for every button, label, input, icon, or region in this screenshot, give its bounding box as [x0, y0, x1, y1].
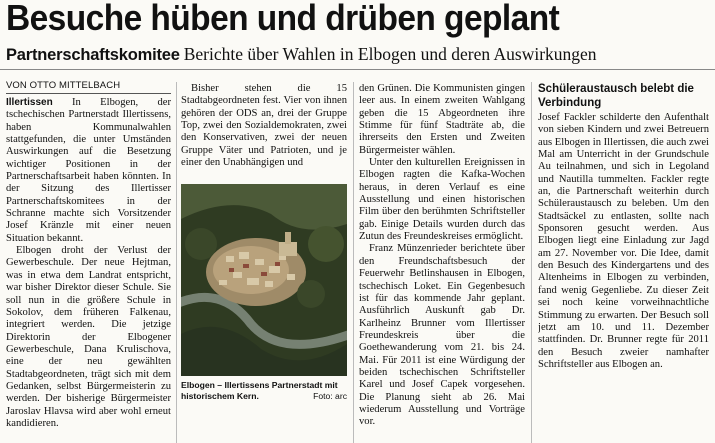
article-column-4 — [538, 112, 709, 443]
byline: VON OTTO MITTELBACH — [6, 80, 171, 94]
photo-credit: Foto: arc — [313, 391, 347, 401]
paragraph-text: In Elbogen, der tschechischen Partnerstadt Illertissens, haben Kommunalwahlen stattgefunden, die unter Umständen Auswirkungen auf die Besetzung wichtiger Positionen in der Partnerschaftsarbeit haben könnten. In der Sitzung des Illertisser Partnerschaftskomitees in der Schranne machte sich Vorsitzender Josef Kränzle mit einer neuen Situation bekannt. — [6, 97, 171, 244]
article-column-3 — [359, 83, 525, 443]
deck: Berichte über Wahlen in Elbogen und deren Auswirkungen — [183, 44, 597, 64]
paragraph: den Grünen. Die Kommunisten gingen leer aus. In einem zweiten Wahlgang geben die 15 Abgeordneten ihre Stimme für fünf Stadträte ab, die ihrerseits den Ersten und Zweiten Bürgermeister wählen. — [359, 83, 525, 156]
column-divider — [531, 82, 532, 443]
aerial-town-photo — [181, 184, 347, 376]
header-rule — [0, 69, 715, 70]
section-heading: Schüleraustausch belebt die Verbindung — [538, 83, 694, 109]
paragraph: Unter den kulturellen Ereignissen in Elbogen ragten die Kafka-Wochen heraus, in deren Verlauf es eine Ausstellung und einen historischen Film über den berühmten Schriftsteller gab. Einige Details wurden durch das Zutun des Freundeskreises ermöglicht. — [359, 157, 525, 243]
photo-caption — [181, 380, 347, 402]
paragraph: Franz Münzenrieder berichtete über den Freundschaftsbesuch der Feuerwehr Betlinshausen in Elbogen, tschechisch Loket. Ein Gegenbesuch ist für das kommende Jahr geplant. Ausführlich Auskunft gab Dr. Karlheinz Brunner vom Illertisser Freundeskreis über die Goethewanderung vom 21. bis 24. Mai. Für 2011 ist eine Würdigung der beiden tschechischen Schriftsteller Karel und Josef Capek vorgesehen. Die Planung sieht ab 26. Mai wiederum Ausstellung und Vorträge vor. — [359, 243, 525, 428]
article-photo — [181, 184, 347, 376]
kicker: Partnerschaftskomitee — [6, 46, 180, 64]
dateline: Illertissen — [6, 97, 53, 108]
caption-text: Elbogen – Illertissens Partnerstadt mit historischem Kern. — [181, 380, 338, 401]
column-divider — [176, 82, 177, 443]
column-divider — [353, 82, 354, 443]
headline: Besuche hüben und drüben geplant — [6, 0, 560, 38]
article-column-2 — [181, 83, 347, 177]
article-column-1 — [6, 97, 171, 443]
paragraph: Josef Fackler schilderte den Aufenthalt von sieben Kindern und zwei Betreuern aus Elbogen in Illertissen, die auch zwei Mal am Unterricht in der Grundschule Au teilnahmen, und sich in Legoland und Nautilla tummelten. Fackler regte an, die Partnerschaft weiterhin durch Schüleraustausch zu beleben. Um den Stadtsäckel zu entlasten, sollte nach Sponsoren gesucht werden. Aus Elbogen liegt eine Einladung zur Jagd am 27. November vor. Die Idee, damit den Besuch des Kindergartens und des Altenheims in Elbogen zu verbinden, fand wenig Gegenliebe. Zu dieser Zeit sei noch keine vorweihnachtliche Stimmung zu erwarten. Der Besuch soll jetzt am 10. und 11. Dezember stattfinden. Dr. Brunner regte für 2011 den Besuch zweier namhafter Schriftsteller aus Elbogen an. — [538, 112, 709, 370]
paragraph: Bisher stehen die 15 Stadtabgeordneten fest. Vier von ihnen gehören der ODS an, drei der Gruppe Top, zwei den Sozialdemokraten, zwei den Konservativen, zwei der neuen Gruppe Väter und Patrioten, und je einer den Unabhängigen und — [181, 83, 347, 169]
subheadline — [6, 43, 597, 66]
paragraph — [6, 97, 171, 245]
paragraph: Elbogen droht der Verlust der Gewerbeschule. Der neue Hejtman, was in etwa dem Landrat entspricht, war bisher Direktor dieser Schule. Sie soll nun in die größere Schule in Sokolov, dem früheren Falkenau, integriert werden. Die jetzige Direktorin der Elbogener Gewerbeschule, Dana Krulischova, eine der neu gewählten Stadtabgeordneten, trägt sich mit dem Gedanken, selbst Bürgermeisterin zu werden. Der bisherige Bürgermeister Jaroslav Hlavsa wird aber wohl erneut kandidieren. — [6, 245, 171, 429]
